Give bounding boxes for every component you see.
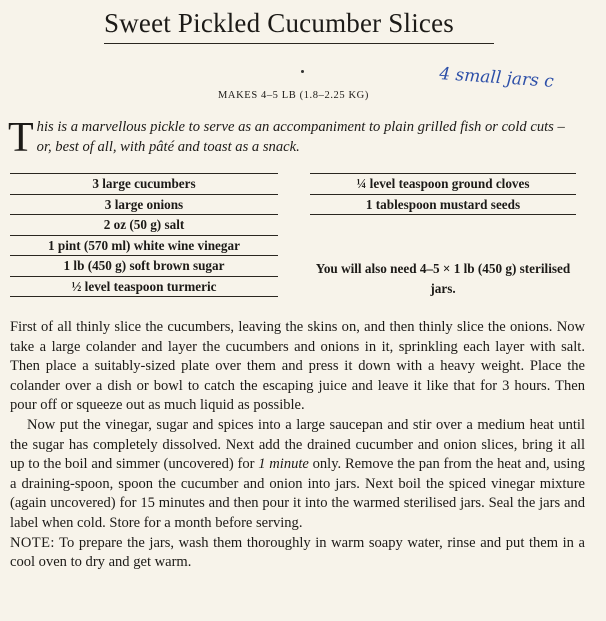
method-p2-emphasis: 1 minute (258, 456, 309, 473)
ingredient-item: 3 large onions (10, 194, 278, 215)
note-label: NOTE: (10, 534, 55, 551)
ingredient-item: 1 pint (570 ml) white wine vinegar (10, 235, 278, 256)
ingredient-item: ¼ level teaspoon ground cloves (310, 173, 576, 194)
intro-text: his is a marvellous pickle to serve as an accompaniment to plain grilled fish or cold cuts – or, best of all, with pâté and toast as a snack. (36, 119, 565, 155)
note-paragraph (10, 534, 585, 573)
drop-cap: T (8, 115, 34, 161)
ingredient-item: 1 tablespoon mustard seeds (310, 194, 576, 216)
ingredient-item: 2 oz (50 g) salt (10, 214, 278, 235)
method-paragraph-2 (10, 416, 585, 534)
ingredient-list-right (310, 173, 576, 215)
method-text (10, 318, 585, 573)
yield-line: MAKES 4–5 LB (1.8–2.25 KG) (218, 90, 369, 101)
method-p2-start: Now put the vinegar, sugar and spices into a large saucepan and stir over a medium heat until the sugar has completely dissolved. Next add the drained cucumber and onion slices, bring it all up to the boil and simmer (uncovered) for (10, 416, 585, 473)
note-text: To prepare the jars, wash them thoroughly in warm soapy water, rinse and put them in a cool oven to dry and get warm. (10, 534, 585, 571)
ingredient-item: 1 lb (450 g) soft brown sugar (10, 255, 278, 276)
ingredient-list-left (10, 173, 278, 297)
intro-paragraph (8, 115, 583, 161)
handwritten-note: 4 small jars c (438, 64, 555, 92)
ink-dot (301, 70, 304, 73)
ingredient-item: 3 large cucumbers (10, 173, 278, 194)
method-paragraph-1: First of all thinly slice the cucumbers, leaving the skins on, and then thinly slice the onions. Now take a large colander and layer the cucumbers and onions in it, sprinkling each layer with salt. Then place a suitably-sized plate over them and press it down with a heavy weight. Place the colander over a dish or bowl to catch the escaping juice and leave it like that for 3 hours. Then pour off or squeeze out as much liquid as possible. (10, 319, 585, 414)
equipment-note: You will also need 4–5 × 1 lb (450 g) sterilised jars. (315, 261, 571, 296)
recipe-title: Sweet Pickled Cucumber Slices (104, 8, 494, 44)
ingredient-item: ½ level teaspoon turmeric (10, 276, 278, 298)
method-p2-end: only. Remove the pan from the heat and, using a draining-spoon, spoon the cucumber and onion into jars. Next boil the spiced vinegar mixture (again uncovered) for 15 minutes and then pour it into the warmed sterilised jars. Seal the jars and label when cold. Store for a month before serving. (10, 456, 585, 531)
